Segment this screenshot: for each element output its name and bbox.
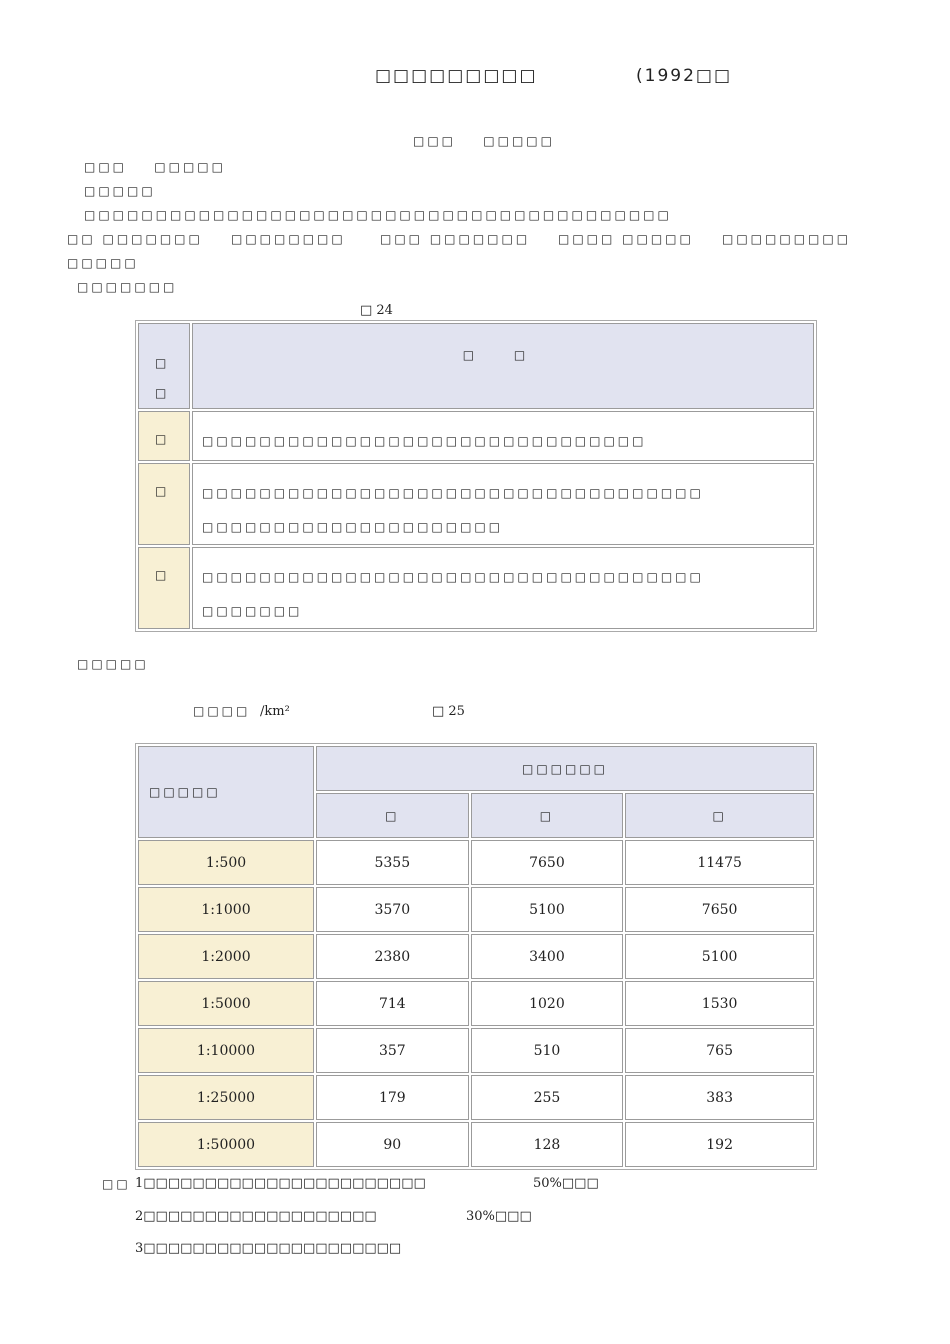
paragraph-line-part: □□ □□□□□□□ xyxy=(67,232,203,246)
level-cell xyxy=(138,411,190,461)
table-row xyxy=(138,887,814,932)
value-cell: 5100 xyxy=(471,887,624,932)
paragraph-line-part: □□□□□□□□□ xyxy=(722,232,852,246)
level-subheader-cell: □ xyxy=(471,793,624,838)
paragraph-line-part: □□□□ □□□□□ xyxy=(558,232,694,246)
scale-cell: 1:500 xyxy=(138,840,314,885)
value-cell: 2380 xyxy=(316,934,469,979)
table-row xyxy=(138,1122,814,1167)
note-percent: 30%□□□ xyxy=(466,1209,532,1224)
level-cell xyxy=(138,463,190,545)
value-cell: 11475 xyxy=(625,840,814,885)
content-line: □□□□□□□□□□□□□□□□□□□□□□□□□□□□□□□□□□□ xyxy=(202,570,704,584)
level-heading: □□□□□□□ xyxy=(77,280,178,294)
scale-cell: 1:50000 xyxy=(138,1122,314,1167)
value-cell: 90 xyxy=(316,1122,469,1167)
chapter-heading: □□□ □□□□□ xyxy=(413,134,555,148)
value-cell: 3570 xyxy=(316,887,469,932)
content-cell xyxy=(192,463,814,545)
level-subheader-cell: □ xyxy=(316,793,469,838)
header-level-cell xyxy=(138,323,190,409)
scale-cell: 1:2000 xyxy=(138,934,314,979)
table-row xyxy=(138,547,814,629)
table-caption: □ 25 xyxy=(432,704,465,719)
value-cell: 255 xyxy=(471,1075,624,1120)
content-line: □□□□□□□□□□□□□□□□□□□□□□□□□□□□□□□□□□□ xyxy=(202,486,704,500)
value-cell: 510 xyxy=(471,1028,624,1073)
paragraph-line: □□□□□ xyxy=(67,256,139,270)
value-cell: 714 xyxy=(316,981,469,1026)
value-cell: 5100 xyxy=(625,934,814,979)
level-description-table xyxy=(135,320,817,632)
table-header-row xyxy=(138,746,814,791)
document-title: □□□□□□□□□ xyxy=(375,66,538,86)
value-cell: 192 xyxy=(625,1122,814,1167)
document-title-year: (1992□□ xyxy=(636,66,733,86)
content-line: □□□□□□□□□□□□□□□□□□□□□□□□□□□□□□□ xyxy=(202,434,647,448)
content-line: □□□□□□□□□□□□□□□□□□□□□ xyxy=(202,520,504,534)
value-cell: 128 xyxy=(471,1122,624,1167)
table-caption: □ 24 xyxy=(360,303,393,318)
unit-value: /km² xyxy=(260,704,290,719)
table-header-row xyxy=(138,323,814,409)
value-cell: 3400 xyxy=(471,934,624,979)
value-cell: 7650 xyxy=(471,840,624,885)
table-row xyxy=(138,1028,814,1073)
scale-cell: 1:10000 xyxy=(138,1028,314,1073)
scale-header-cell: □□□□□ xyxy=(138,746,314,838)
paragraph-line: □□□□□□□□□□□□□□□□□□□□□□□□□□□□□□□□□□□□□□□□□ xyxy=(84,208,672,222)
scale-cell: 1:1000 xyxy=(138,887,314,932)
table-row xyxy=(138,934,814,979)
level-label: □ xyxy=(155,432,167,446)
header-content-label: □ □ xyxy=(462,348,544,362)
note-text: 1□□□□□□□□□□□□□□□□□□□□□□□ xyxy=(135,1176,426,1191)
paragraph-line-part: □□□□□□□□ xyxy=(231,232,346,246)
table-row xyxy=(138,463,814,545)
level-header-cell: □□□□□□ xyxy=(316,746,814,791)
note-text: 2□□□□□□□□□□□□□□□□□□□ xyxy=(135,1209,377,1224)
content-cell xyxy=(192,547,814,629)
table-row xyxy=(138,840,814,885)
table-row xyxy=(138,1075,814,1120)
paragraph-line-part: □□□ □□□□□□□ xyxy=(380,232,531,246)
header-content-cell xyxy=(192,323,814,409)
note-text: 3□□□□□□□□□□□□□□□□□□□□□ xyxy=(135,1241,402,1256)
value-cell: 1020 xyxy=(471,981,624,1026)
value-cell: 357 xyxy=(316,1028,469,1073)
section-heading: □□□ □□□□□ xyxy=(84,160,226,174)
content-cell xyxy=(192,411,814,461)
value-cell: 7650 xyxy=(625,887,814,932)
value-cell: 5355 xyxy=(316,840,469,885)
notes-label: □□ xyxy=(102,1177,131,1191)
value-cell: 383 xyxy=(625,1075,814,1120)
value-cell: 765 xyxy=(625,1028,814,1073)
scale-cell: 1:25000 xyxy=(138,1075,314,1120)
header-level-char: □ xyxy=(155,386,171,400)
content-line: □□□□□□□ xyxy=(202,604,303,618)
level-label: □ xyxy=(155,568,167,582)
value-cell: 1530 xyxy=(625,981,814,1026)
table-row xyxy=(138,411,814,461)
level-cell xyxy=(138,547,190,629)
level-subheader-cell: □ xyxy=(625,793,814,838)
value-cell: 179 xyxy=(316,1075,469,1120)
sub-heading: □□□□□ xyxy=(84,184,156,198)
unit-label: □□□□ xyxy=(193,704,251,718)
scale-cell: 1:5000 xyxy=(138,981,314,1026)
fee-table xyxy=(135,743,817,1170)
level-label: □ xyxy=(155,484,167,498)
note-percent: 50%□□□ xyxy=(533,1176,599,1191)
table-row xyxy=(138,981,814,1026)
fee-heading: □□□□□ xyxy=(77,657,149,671)
header-level-char: □ xyxy=(155,356,171,370)
